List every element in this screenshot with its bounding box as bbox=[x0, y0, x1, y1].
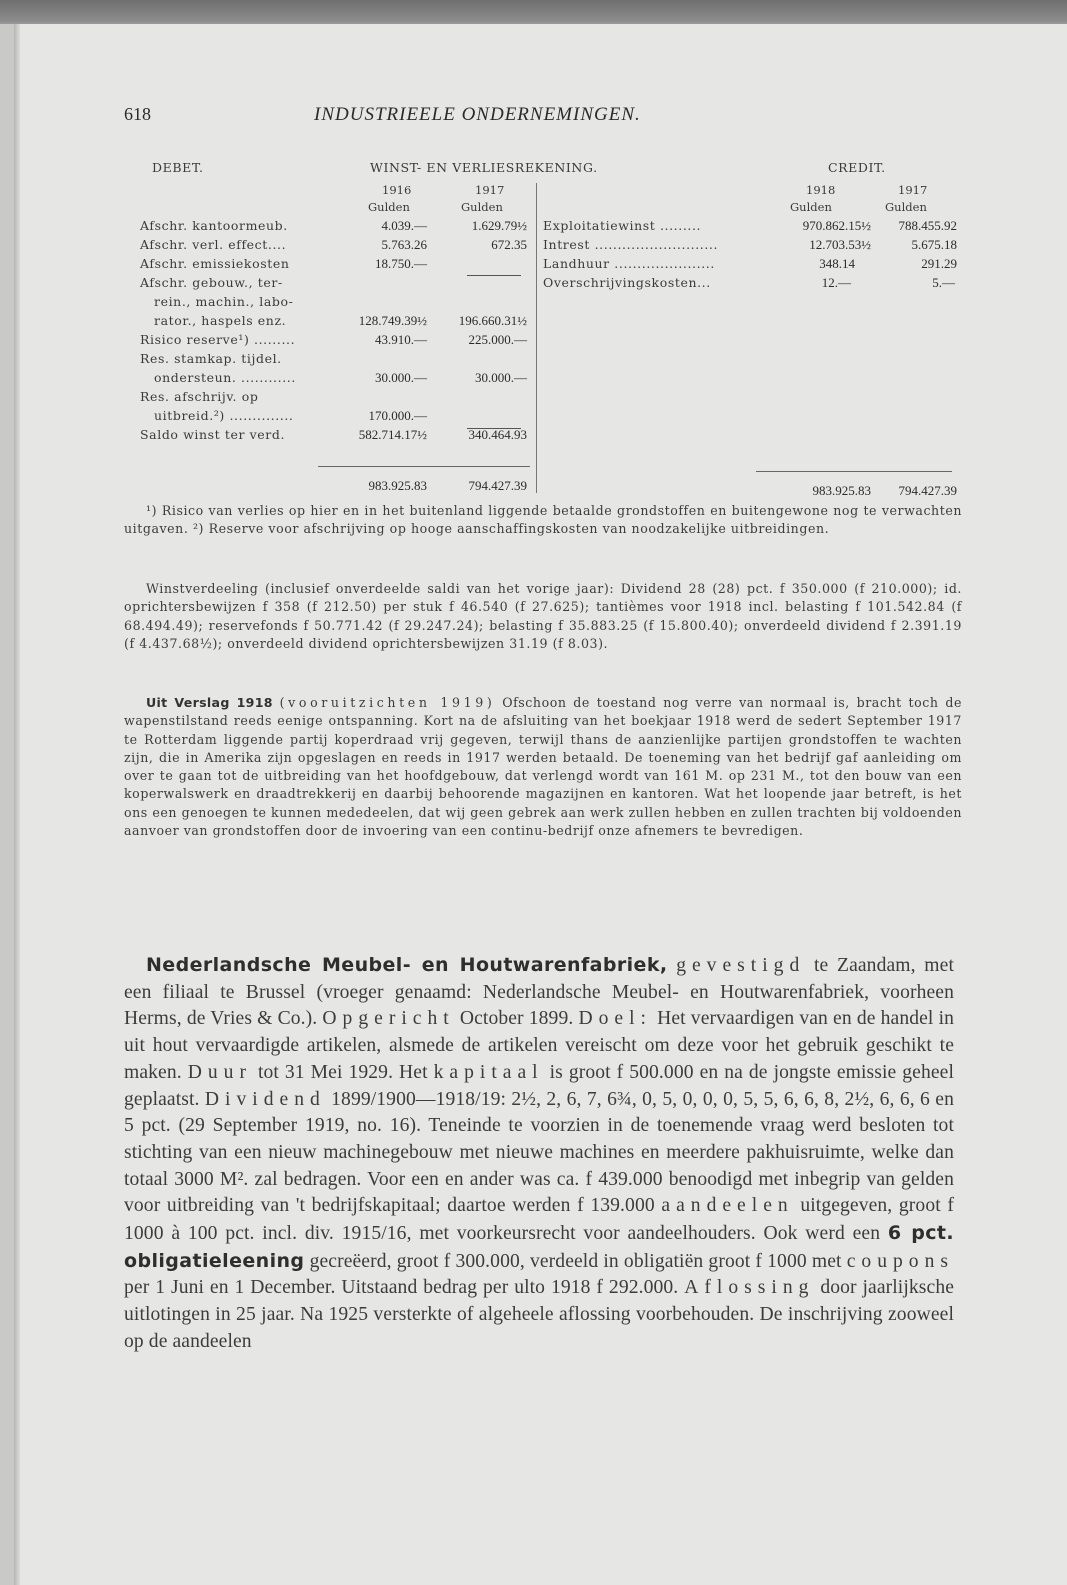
debet-row-value-1917: 1.629.79½ bbox=[471, 218, 527, 233]
credit-total-1917: 794.427.39 bbox=[898, 483, 957, 498]
debet-currency-1: Gulden bbox=[368, 200, 410, 214]
credit-row-label: Landhuur ...................... bbox=[543, 256, 715, 271]
credit-row-label: Intrest ........................... bbox=[543, 237, 719, 252]
debet-row-value-1916: 582.714.17½ bbox=[358, 427, 427, 442]
report-text: Ofschoon de toestand nog verre van normaal is, bracht toch de wapenstilstand reeds eenige ontspanning. Kort na de afsluiting van het boekjaar 1918 werd de sedert September 1917 te Rotterdam liggende partij koperdraad vrij gegeven, terwijl thans de aanzienlijke partijen grondstoffen te wachten zijn, die in Amerika zijn opgeslagen en reeds in 1917 werden betaald. De toeneming van het bedrijf gaf aanleiding om over te gaan tot de uitbreiding van het hoofdgebouw, dat verlengd wordt van 161 M. op 231 M., tot den bouw van een koperwalswerk en draadtrekkerij en daarbij behoorende magazijnen en kantoren. Wat het loopende jaar betreft, is het ons een genoegen te kunnen mededeelen, dat wij geen gebrek aan werk zullen hebben en zullen trachten bij voldoenden aanvoer van grondstoffen door de invoering van een continu-bedrijf onze afnemers te bevredigen. bbox=[124, 695, 962, 839]
credit-row-value-1917: 291.29 bbox=[921, 256, 957, 271]
label-dividend: Dividend bbox=[204, 1088, 326, 1110]
credit-currency-1: Gulden bbox=[790, 200, 832, 214]
aandeelen-text: uitgegeven, groot f 1000 à 100 pct. incl. div. 1915/16, met voorkeursrecht voor aandeelhouders. Ook werd een bbox=[124, 1195, 955, 1245]
label-aflossing: Aflossing bbox=[684, 1277, 815, 1299]
credit-label: CREDIT. bbox=[828, 160, 886, 175]
debet-row-label: Res. stamkap. tijdel. bbox=[140, 351, 282, 366]
debet-row-value-1916: 170.000.— bbox=[368, 408, 427, 423]
debet-currency-2: Gulden bbox=[461, 200, 503, 214]
debet-row-label: Afschr. verl. effect.... bbox=[140, 237, 287, 252]
credit-row-value-1917: 788.455.92 bbox=[898, 218, 957, 233]
running-title: INDUSTRIEELE ONDERNEMINGEN. bbox=[314, 104, 641, 125]
company-entry bbox=[124, 952, 954, 1356]
debet-row-label: Saldo winst ter verd. bbox=[140, 427, 286, 442]
debet-row-value-1916: 18.750.— bbox=[375, 256, 427, 271]
credit-row-value-1918: 12.703.53½ bbox=[809, 237, 871, 252]
label-opgericht: Opgericht bbox=[322, 1008, 455, 1030]
kapitaal-text: is groot f 500.000 en na de jongste emissie geheel geplaatst. bbox=[124, 1061, 955, 1110]
duur-text: tot 31 Mei 1929. Het bbox=[257, 1061, 428, 1083]
debet-total-rule bbox=[318, 466, 530, 467]
label-kapitaal: kapitaal bbox=[433, 1061, 544, 1083]
credit-row-value-1918: 970.862.15½ bbox=[802, 218, 871, 233]
table-divider bbox=[536, 183, 537, 493]
debet-row-value-1916: 43.910.— bbox=[375, 332, 427, 347]
page-number: 618 bbox=[124, 104, 151, 124]
debet-row-value-1917: 30.000.— bbox=[475, 370, 527, 385]
label-coupons: coupons bbox=[846, 1250, 955, 1272]
page-gutter bbox=[14, 24, 20, 1585]
company-name: Nederlandsche Meubel- en Houtwarenfabriek, bbox=[146, 954, 668, 976]
debet-row-label: rein., machin., labo- bbox=[154, 294, 294, 309]
credit-currency-2: Gulden bbox=[885, 200, 927, 214]
debet-row-value-1917: 672.35 bbox=[491, 237, 527, 252]
debet-row-value-1916: 4.039.— bbox=[381, 218, 427, 233]
debet-row-label: Risico reserve¹) ......... bbox=[140, 332, 296, 347]
credit-year-1: 1918 bbox=[806, 183, 836, 197]
report-subheading: (vooruitzichten 1919) bbox=[279, 695, 496, 710]
debet-row-label: Afschr. emissiekosten bbox=[140, 256, 290, 271]
debet-row-label: Res. afschrijv. op bbox=[140, 389, 259, 404]
credit-row-value-1917: 5.— bbox=[932, 275, 955, 290]
credit-total-1918: 983.925.83 bbox=[812, 483, 871, 498]
empty-dash bbox=[467, 265, 521, 284]
opgericht-text: October 1899. bbox=[459, 1008, 574, 1030]
label-doel: Doel: bbox=[578, 1008, 652, 1030]
credit-row-value-1918: 12.— bbox=[821, 275, 851, 290]
debet-row-label: rator., haspels enz. bbox=[154, 313, 287, 328]
doel-text: Het vervaardigen van en de handel in uit hout vervaardigde artikelen, alsmede de artikelen vereischt om deze voor het gebruik geschikt te maken. bbox=[124, 1008, 955, 1083]
credit-row-label: Overschrijvingskosten... bbox=[543, 275, 711, 290]
dividend-text: 1899/1900—1918/19: 2½, 2, 6, 7, 6¾, 0, 5, 0, 0, 0, 5, 5, 6, 6, 8, 2½, 6, 6, 6 en 5 pct. (29 September 1919, no. 16). Teneinde te voorzien in de toenemende vraag werd besloten tot stichting van een nieuw machinegebouw met nieuwe machines en meerdere pakhuisruimte, welke dan totaal 3000 M². zal bedragen. Voor een en ander was ca. f 439.000 benoodigd met inbegrip van gelden voor uitbreiding van 't bedrijfskapitaal; daartoe werden f 139.000 bbox=[124, 1088, 954, 1217]
debet-row-value-1917: 225.000.— bbox=[468, 332, 527, 347]
debet-row-value-1917: 196.660.31½ bbox=[458, 313, 527, 328]
credit-row-value-1918: 348.14 bbox=[819, 256, 855, 271]
report-section bbox=[124, 694, 962, 840]
aflossing-text: door jaarlijksche uitlotingen in 25 jaar. Na 1925 versterkte of algeheele aflossing voorbehouden. De inschrijving zooweel op de aandeelen bbox=[124, 1277, 955, 1352]
debet-row-label: Afschr. kantoormeub. bbox=[140, 218, 288, 233]
obligatie-text: gecreëerd, groot f 300.000, verdeeld in obligatiën groot f 1000 met bbox=[309, 1250, 842, 1272]
debet-row-label: uitbreid.²) .............. bbox=[154, 408, 294, 423]
credit-total-rule bbox=[756, 471, 952, 472]
debet-row-value-1916: 128.749.39½ bbox=[358, 313, 427, 328]
label-gevestigd: gevestigd bbox=[676, 955, 806, 976]
debet-total-1917: 794.427.39 bbox=[468, 478, 527, 493]
profit-distribution: Winstverdeeling (inclusief onverdeelde saldi van het vorige jaar): Dividend 28 (28) pct. f 350.000 (f 210.000); id. oprichtersbewijzen f 358 (f 212.50) per stuk f 46.540 (f 27.625); tantièmes voor 1918 incl. belasting f 101.542.84 (f 68.494.49); reservefonds f 50.771.42 (f 29.247.24); belasting f 35.883.25 (f 15.800.40); onverdeeld dividend f 2.391.19 (f 4.437.68½); onverdeeld dividend oprichtersbewijzen 31.19 (f 8.03). bbox=[124, 581, 962, 651]
label-obligatieleening: 6 pct. obligatieleening bbox=[124, 1222, 954, 1272]
coupons-text: per 1 Juni en 1 December. Uitstaand bedrag per ulto 1918 f 292.000. bbox=[124, 1277, 679, 1299]
credit-year-2: 1917 bbox=[898, 183, 928, 197]
report-heading: Uit Verslag 1918 bbox=[146, 695, 273, 710]
debet-row-label: ondersteun. ............ bbox=[154, 370, 296, 385]
debet-row-label: Afschr. gebouw., ter- bbox=[140, 275, 283, 290]
debet-label: DEBET. bbox=[152, 160, 204, 175]
debet-year-2: 1917 bbox=[475, 183, 505, 197]
credit-row-label: Exploitatiewinst ......... bbox=[543, 218, 702, 233]
label-duur: Duur bbox=[187, 1061, 252, 1083]
credit-row-value-1917: 5.675.18 bbox=[911, 237, 957, 252]
debet-total-1916: 983.925.83 bbox=[368, 478, 427, 493]
table-title: WINST- EN VERLIESREKENING. bbox=[370, 160, 598, 175]
debet-year-1: 1916 bbox=[382, 183, 412, 197]
company-intro: te Zaandam, met een filiaal te Brussel (vroeger genaamd: Nederlandsche Meubel- en Houtwarenfabriek, voorheen Herms, de Vries & Co.). bbox=[124, 955, 954, 1030]
debet-row-value-1916: 30.000.— bbox=[375, 370, 427, 385]
footnotes: ¹) Risico van verlies op hier en in het buitenland liggende betaalde grondstoffen en buitengewone nog te verwachten uitgaven. ²) Reserve voor afschrijving op hooge aanschaffingskosten van noodzakelijke uitbreidingen. bbox=[124, 503, 962, 537]
debet-row-value-1916: 5.763.26 bbox=[381, 237, 427, 252]
label-aandeelen: aandeelen bbox=[661, 1195, 794, 1217]
debet-row-value-1917: 340.464.93 bbox=[468, 427, 527, 442]
